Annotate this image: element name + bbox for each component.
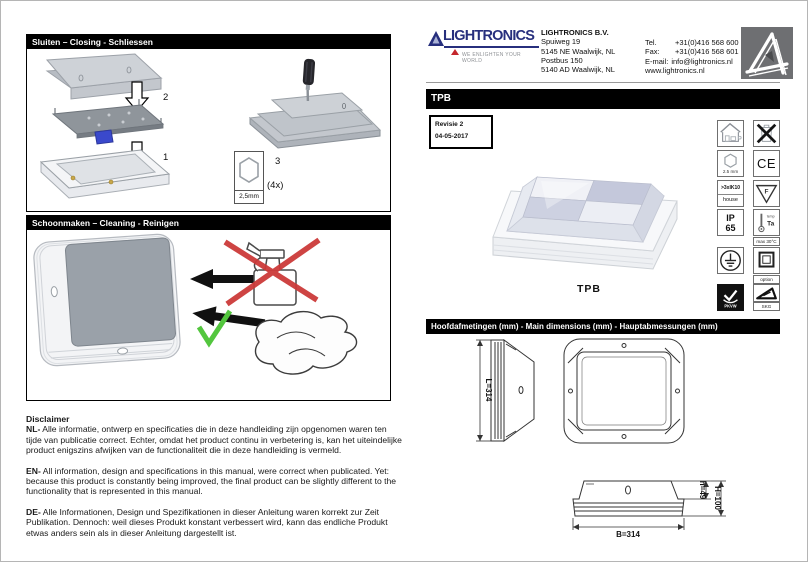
product-photo bbox=[481, 139, 696, 281]
hex-key-icon bbox=[235, 152, 263, 190]
dim-L bbox=[476, 340, 493, 441]
company-address-line: Spuiweg 19 bbox=[541, 37, 581, 47]
company-contact-block bbox=[645, 38, 745, 75]
company-address-line: 5140 AD Waalwijk, NL bbox=[541, 65, 615, 75]
website-value: www.lightronics.nl bbox=[645, 65, 705, 75]
blue-connector bbox=[95, 130, 113, 144]
company-address-line: Postbus 150 bbox=[541, 55, 583, 65]
company-address-block bbox=[541, 28, 641, 74]
lid-part bbox=[47, 54, 161, 99]
disclaimer-nl bbox=[26, 424, 404, 455]
contact-fax-row bbox=[645, 47, 745, 56]
dim-B-label: B=314 bbox=[616, 530, 640, 539]
logo-tagline: WE ENLIGHTEN YOUR WORLD bbox=[462, 52, 521, 64]
closing-section-header bbox=[27, 35, 390, 49]
closed-fixture bbox=[250, 93, 380, 148]
disclaimer-en-prefix: EN- bbox=[26, 465, 41, 476]
closing-section-title: Sluiten – Closing - Schliessen bbox=[32, 37, 153, 47]
earth-ground-icon bbox=[717, 247, 744, 274]
cleaning-diagram bbox=[27, 230, 390, 398]
hex-size-small-label: 2.5 mm bbox=[722, 169, 739, 175]
fax-label: Fax: bbox=[645, 47, 660, 57]
base-part bbox=[41, 150, 169, 198]
fax-value: +31(0)416 568 601 bbox=[675, 47, 739, 57]
dim-L-label: L=314 bbox=[484, 378, 493, 402]
brand-mark-icon bbox=[741, 27, 793, 79]
logo-wordmark: LIGHTRONICS bbox=[443, 28, 535, 44]
ik10-line2: house bbox=[718, 194, 743, 206]
ik10-line1: >3xIK10 bbox=[720, 184, 741, 191]
dim-h-label: h=49 bbox=[698, 480, 707, 500]
revision-number: Revisie 2 bbox=[435, 121, 464, 128]
ik10-rating-icon bbox=[717, 180, 744, 207]
revision-date: 04-05-2017 bbox=[435, 133, 469, 140]
product-title: TPB bbox=[431, 93, 451, 104]
gear-tray-part bbox=[53, 99, 163, 144]
step-3-label: 3 bbox=[275, 156, 281, 167]
dim-H-label: H=100 bbox=[713, 486, 722, 510]
company-address-line: 5145 NE Waalwijk, NL bbox=[541, 46, 616, 56]
contact-email-row bbox=[645, 57, 745, 66]
contact-tel-row bbox=[645, 38, 745, 47]
f-label: F bbox=[764, 188, 769, 196]
front-view-drawing bbox=[564, 339, 684, 443]
header-divider bbox=[426, 82, 780, 83]
ce-mark-icon bbox=[753, 150, 780, 177]
class2-option-icon bbox=[753, 247, 780, 274]
ip65-label: 65 bbox=[725, 222, 736, 233]
f-mark-icon bbox=[753, 180, 780, 207]
dimensions-title: Hoofdafmetingen (mm) - Main dimensions (mm) - Hauptabmessungen (mm) bbox=[431, 322, 718, 331]
cleaning-cloth-icon bbox=[255, 312, 356, 374]
dim-B bbox=[573, 518, 684, 539]
step-1-label: 1 bbox=[163, 152, 169, 163]
disclaimer-en bbox=[26, 466, 404, 497]
disclaimer-de-prefix: DE- bbox=[26, 506, 41, 517]
disclaimer-nl-prefix: NL- bbox=[26, 424, 41, 435]
hex-size-label: 2,5mm bbox=[235, 190, 263, 203]
cleaning-section-title: Schoonmaken – Cleaning - Reinigen bbox=[32, 218, 179, 228]
pkvw-certification-icon bbox=[717, 284, 744, 311]
ce-label: CE bbox=[756, 156, 777, 171]
exploded-view-diagram bbox=[31, 52, 236, 207]
disclaimer-title: Disclaimer bbox=[26, 414, 70, 424]
lightronics-logo bbox=[426, 26, 541, 80]
ip-label: IP bbox=[726, 212, 735, 223]
disclaimer-de-text: Alle Informationen, Design und Spezifikationen in dieser Anleitung waren korrekt zur Zeit Publikation. Dennoch: weil dieses Produkt konstant verbessert wird, kann das endliche Produkt etwas anders sein als in dieser Anleitung dargestellt ist. bbox=[26, 506, 388, 538]
temp-label: temp bbox=[766, 214, 775, 219]
tel-value: +31(0)416 568 600 bbox=[675, 38, 739, 47]
tel-label: Tel. bbox=[645, 38, 657, 47]
qty-label: (4x) bbox=[267, 180, 284, 191]
email-label: E-mail: bbox=[645, 56, 669, 66]
skg-certification-icon bbox=[753, 284, 780, 302]
no-waste-bin-icon bbox=[753, 120, 780, 147]
hex-key-small-icon bbox=[717, 150, 744, 177]
side-view-drawing bbox=[491, 340, 534, 441]
cleaning-section-header bbox=[27, 216, 390, 230]
profile-view-drawing bbox=[426, 337, 684, 516]
option-label: option bbox=[753, 275, 780, 284]
screwdriver-icon bbox=[301, 59, 315, 102]
closing-tool-diagram bbox=[244, 56, 389, 151]
product-caption: TPB bbox=[577, 283, 601, 295]
dimension-drawings bbox=[426, 337, 791, 559]
hex-key-size-box bbox=[234, 151, 264, 204]
disclaimer-block bbox=[26, 414, 404, 538]
dimensions-section-header bbox=[426, 319, 780, 334]
ambient-temperature-icon bbox=[753, 209, 780, 236]
disclaimer-de bbox=[26, 507, 404, 538]
company-name: LIGHTRONICS B.V. bbox=[541, 28, 609, 37]
email-value: info@lightronics.nl bbox=[671, 56, 733, 66]
contact-website-row bbox=[645, 66, 745, 75]
ip65-rating-icon bbox=[717, 209, 744, 236]
fixture-corner-view bbox=[33, 233, 181, 366]
disclaimer-nl-text: Alle informatie, ontwerp en specificaties die in deze handleiding zijn opgenomen waren ten tijde van publicatie correct. Echter, omdat het product continu in verbetering is, kan het uiteindelijke product enigszins afwijken van de functionaliteit die in deze handleiding is vermeld. bbox=[26, 424, 402, 456]
disclaimer-en-text: All information, design and specifications in this manual, were correct when publicated. Yet: because this product is constantly being improved, the final product can be slightly different to the functionality that is represented in this manual. bbox=[26, 465, 397, 497]
logo-red-triangle-icon bbox=[451, 49, 459, 55]
pkvw-label: PKVW bbox=[724, 303, 737, 309]
temp-max-label: max 30°C bbox=[753, 237, 780, 246]
ta-label: Ta bbox=[767, 220, 775, 228]
skg-label: SKG bbox=[753, 302, 780, 311]
logo-underline bbox=[444, 46, 539, 48]
product-title-bar bbox=[426, 89, 780, 109]
indoor-use-icon bbox=[717, 120, 744, 147]
step-2-label: 2 bbox=[163, 92, 169, 103]
